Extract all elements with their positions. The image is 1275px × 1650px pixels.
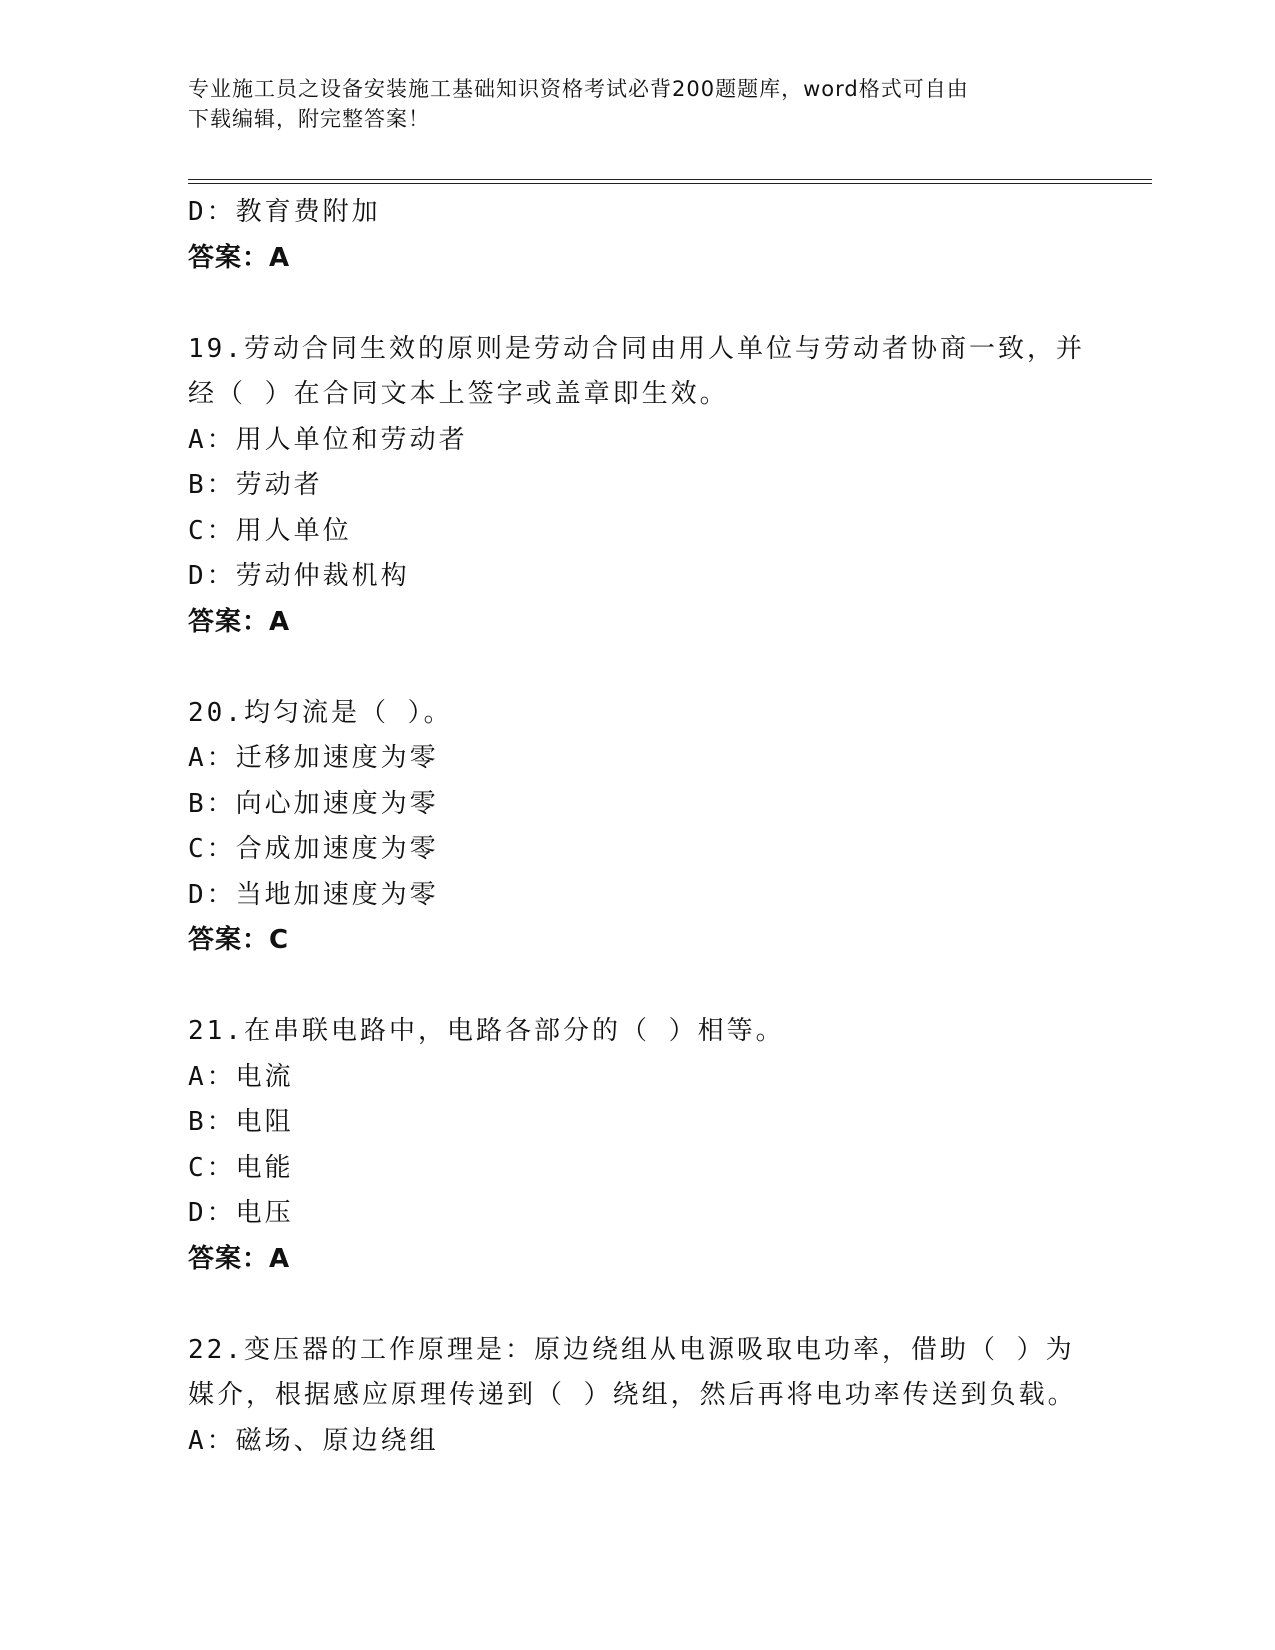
option-d: D：教育费附加 <box>188 197 381 227</box>
option-a: A：用人单位和劳动者 <box>188 424 468 455</box>
option-a: A：电流 <box>188 1061 294 1092</box>
option-c: C：电能 <box>188 1152 294 1183</box>
header-line-2: 下载编辑，附完整答案！ <box>188 107 430 131</box>
question-stem: 20.均匀流是（ ）。 <box>188 697 453 728</box>
option-c: C：合成加速度为零 <box>188 834 439 864</box>
answer-line: 答案：A <box>188 1243 291 1274</box>
option-b: B：向心加速度为零 <box>188 788 439 819</box>
question-22 <box>188 1328 1148 1465</box>
spacer <box>188 964 1148 1010</box>
question-stem: 21.在串联电路中，电路各部分的（ ）相等。 <box>188 1016 785 1046</box>
question-list <box>188 190 1148 1464</box>
question-20 <box>188 691 1148 964</box>
question-18-tail <box>188 190 1148 281</box>
header-divider-top <box>188 179 1152 180</box>
header-line-1: 专业施工员之设备安装施工基础知识资格考试必背200题题库，word格式可自由 <box>188 77 969 101</box>
option-a: A：迁移加速度为零 <box>188 743 439 773</box>
answer-line: 答案：C <box>188 925 290 955</box>
option-b: B：劳动者 <box>188 470 323 500</box>
question-stem: 22.变压器的工作原理是：原边绕组从电源吸取电功率，借助（ ）为 <box>188 1334 1075 1365</box>
spacer <box>188 281 1148 327</box>
option-b: B：电阻 <box>188 1107 294 1137</box>
question-21 <box>188 1009 1148 1282</box>
option-a: A：磁场、原边绕组 <box>188 1425 439 1456</box>
option-c: C：用人单位 <box>188 515 352 546</box>
option-d: D：当地加速度为零 <box>188 879 439 910</box>
header-divider-bottom <box>188 183 1152 184</box>
question-stem: 19.劳动合同生效的原则是劳动合同由用人单位与劳动者协商一致，并 <box>188 333 1085 364</box>
option-d: D：劳动仲裁机构 <box>188 561 410 591</box>
document-header <box>188 74 1088 134</box>
option-d: D：电压 <box>188 1198 294 1228</box>
question-19 <box>188 327 1148 646</box>
spacer <box>188 645 1148 691</box>
answer-line: 答案：A <box>188 242 291 273</box>
spacer <box>188 1282 1148 1328</box>
answer-line: 答案：A <box>188 606 291 637</box>
question-stem-continued: 经（ ）在合同文本上签字或盖章即生效。 <box>188 379 729 409</box>
question-stem-continued: 媒介，根据感应原理传递到（ ）绕组，然后再将电功率传送到负载。 <box>188 1380 1077 1410</box>
